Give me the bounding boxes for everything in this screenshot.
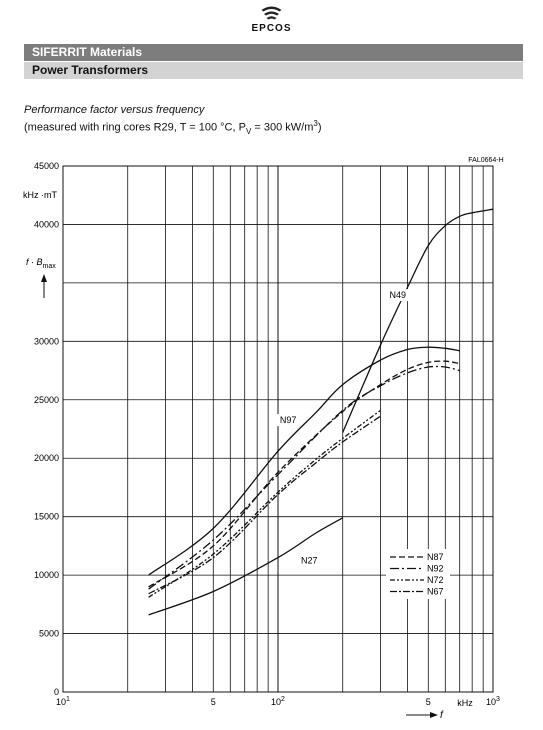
y-axis-label-main: f · B [26,257,43,267]
x-tick-labels [56,696,500,707]
caption-conditions-suffix: ) [317,121,322,134]
x-tick-label: 5 [425,697,431,707]
series-line-n72 [149,410,381,597]
caption-conditions-sup: 3 [313,119,318,128]
y-tick-label: 40000 [33,219,59,230]
series-line-n49 [343,209,493,432]
x-axis-arrow [406,712,438,718]
chart-caption-title: Performance factor versus frequency [24,104,205,116]
y-tick-label: 20000 [33,453,59,464]
series-label-n27: N27 [301,555,318,566]
y-tick-label: 25000 [33,394,59,405]
x-tick-label: $10^2$ [271,696,285,707]
y-tick-label: 5000 [38,628,59,639]
y-tick-label: 30000 [33,336,59,347]
y-axis-arrow [41,274,47,298]
caption-conditions-sub: V [245,126,252,136]
y-tick-label: 45000 [33,161,59,171]
caption-conditions-prefix: (measured with ring cores R29, T = 100 °C, P [24,121,246,134]
series-label-n49: N49 [389,290,406,301]
y-axis-label [26,257,56,270]
legend-label-n92: N92 [427,563,444,574]
x-tick-label: 5 [210,697,216,707]
y-tick-label: 0 [53,687,59,697]
chart-legend [386,549,450,599]
y-unit-label: kHz ·mT [23,190,57,200]
series-label-n97: N97 [279,415,297,426]
x-axis-label: f [440,710,443,721]
x-tick-label: $10^1$ [56,696,70,707]
caption-conditions-mid: = 300 kW/m [251,121,314,134]
y-tick-label: 15000 [33,511,59,522]
x-tick-label: $10^3$ [486,696,500,707]
legend-label-n67: N67 [427,586,444,597]
subsection-title: Power Transformers [24,62,523,79]
x-unit-label: kHz [457,698,473,708]
chart-inline-labels [277,289,411,566]
brand-name: EPCOS [251,23,292,34]
y-tick-label: 10000 [33,570,59,581]
figure-code: FAL0664-H [468,157,504,164]
legend-label-n87: N87 [427,552,444,562]
section-title: SIFERRIT Materials [24,44,523,61]
legend-label-n72: N72 [427,575,444,585]
y-axis-label-sub: max [42,263,56,270]
y-tick-labels [34,161,59,697]
